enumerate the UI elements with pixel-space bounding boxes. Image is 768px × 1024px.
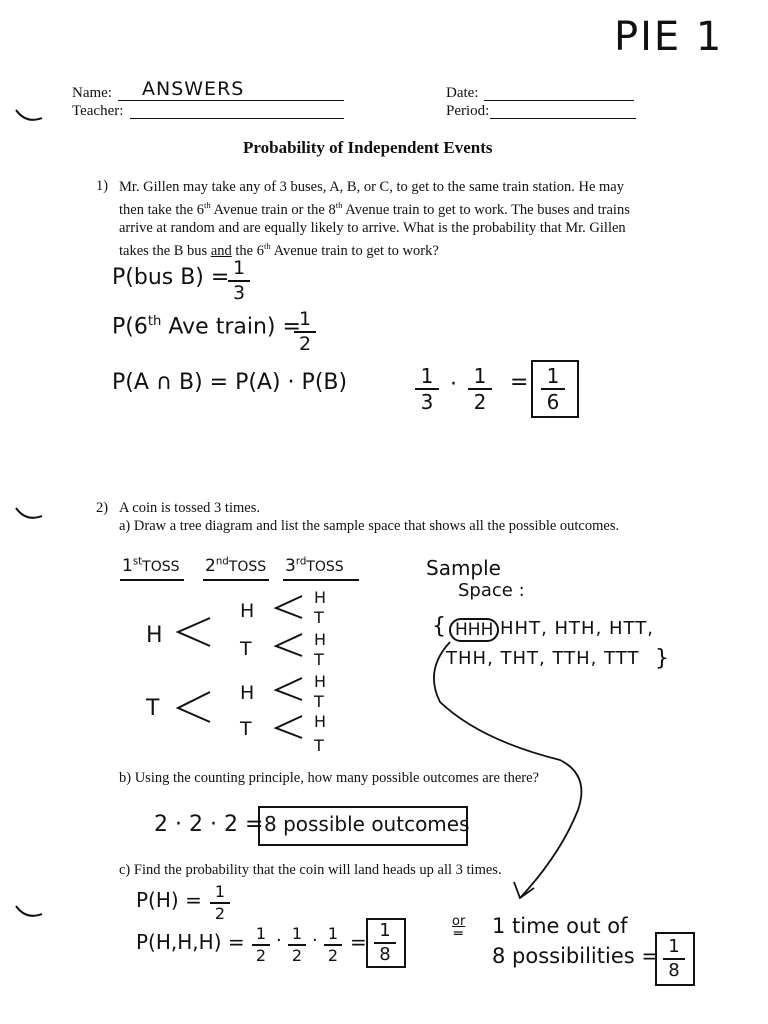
tree-branch-ht	[276, 634, 302, 656]
sample-space-label-line2: Space :	[458, 580, 525, 601]
toss2-heading: 2ndTOSS	[205, 556, 267, 576]
tree-branch-h	[178, 618, 210, 646]
p-train-label: P(6th Ave train) =	[112, 314, 301, 340]
p-h-num: 1	[214, 882, 226, 901]
sample-open-brace: {	[432, 614, 446, 639]
p-bus-label: P(bus B) =	[112, 265, 230, 290]
tree-l3-3: T	[314, 650, 324, 669]
calc-b-den: 2	[473, 390, 487, 414]
calc-b-num: 1	[473, 364, 487, 388]
teacher-label: Teacher:	[72, 103, 124, 119]
tree-root-t: T	[146, 696, 160, 721]
counting-answer: 8 possible outcomes	[264, 812, 470, 836]
p-train-num: 1	[298, 308, 312, 330]
p-hhh-answer-den: 8	[379, 944, 391, 965]
tree-branch-t	[178, 692, 210, 722]
p-and-formula: P(A ∩ B) = P(A) · P(B)	[112, 370, 348, 395]
tree-branch-tt	[276, 716, 302, 738]
alt-answer-den: 8	[668, 960, 680, 981]
q1-text-line3: arrive at random and are equally likely to arrive. What is the probability that Mr. Gillen	[119, 219, 626, 236]
toss3-heading: 3rdTOSS	[285, 556, 344, 576]
p-h-label: P(H) =	[136, 888, 202, 912]
q1-answer-den: 6	[546, 390, 560, 414]
tree-root-h: H	[146, 623, 163, 648]
p-hhh-f2-num: 1	[291, 924, 303, 943]
date-line	[484, 100, 634, 101]
tree-l2-1: T	[240, 638, 252, 660]
sample-row1-rest: HHT, HTH, HTT,	[500, 618, 654, 639]
q2-part-c: c) Find the probability that the coin will land heads up all 3 times.	[119, 862, 502, 878]
q1-text-line1: Mr. Gillen may take any of 3 buses, A, B, or C, to get to the same train station. He may	[119, 179, 624, 195]
p-hhh-fraction-1	[252, 926, 270, 964]
p-train-den: 2	[298, 333, 312, 355]
q2-part-b: b) Using the counting principle, how many possible outcomes are there?	[119, 770, 539, 786]
p-h-den: 2	[214, 904, 226, 923]
calc-a-den: 3	[420, 390, 434, 414]
tree-l3-4: H	[314, 672, 327, 691]
period-label: Period:	[446, 103, 490, 119]
tree-l3-0: H	[314, 588, 327, 607]
p-hhh-dot-1: ·	[276, 930, 282, 951]
tree-l3-7: T	[314, 736, 324, 755]
tree-l3-2: H	[314, 630, 327, 649]
alt-answer-line1: 1 time out of	[492, 914, 628, 938]
calc-a-num: 1	[420, 364, 434, 388]
q2-part-a: a) Draw a tree diagram and list the sample space that shows all the possible outcomes.	[119, 518, 620, 534]
q1-text	[119, 178, 630, 260]
name-label: Name:	[72, 85, 112, 101]
sample-space-label-line1: Sample	[426, 556, 501, 580]
p-hhh-f3-num: 1	[327, 924, 339, 943]
tree-l2-2: H	[240, 682, 255, 704]
sample-row2: THH, THT, TTH, TTT	[446, 648, 640, 669]
counting-expression: 2 · 2 · 2 =	[154, 812, 264, 837]
p-hhh-f3-den: 2	[327, 946, 339, 965]
p-bus-fraction	[228, 259, 250, 303]
p-bus-den: 3	[232, 282, 246, 304]
p-h-fraction	[210, 884, 230, 922]
punch-mark-bottom	[16, 906, 42, 916]
calc-fraction-b	[468, 366, 492, 412]
sample-first-outcome: HHH	[449, 618, 499, 642]
name-value: ANSWERS	[142, 78, 245, 100]
q1-answer-fraction	[541, 366, 565, 412]
or-eq-bars: ═	[454, 926, 463, 942]
calc-dot: ·	[450, 372, 457, 397]
p-hhh-fraction-2	[288, 926, 306, 964]
p-hhh-f1-den: 2	[255, 946, 267, 965]
p-hhh-label: P(H,H,H) =	[136, 930, 245, 954]
tree-l3-1: T	[314, 608, 324, 627]
p-bus-num: 1	[232, 257, 246, 279]
page-title: Probability of Independent Events	[243, 138, 493, 157]
name-line	[118, 100, 344, 101]
sample-close-brace: }	[655, 646, 669, 671]
calc-equals: =	[510, 370, 529, 395]
period-line	[490, 118, 636, 119]
tree-branch-hh	[276, 596, 302, 618]
q1-text-line4: takes the B bus and the 6th Avenue train to get to work?	[119, 240, 439, 259]
p-hhh-f1-num: 1	[255, 924, 267, 943]
punch-hole-marks	[0, 0, 60, 1024]
date-label: Date:	[446, 85, 479, 101]
alt-answer-fraction	[663, 938, 685, 980]
punch-mark-top	[16, 110, 42, 120]
p-hhh-dot-2: ·	[312, 930, 318, 951]
q1-number: 1)	[96, 178, 109, 194]
p-hhh-f2-den: 2	[291, 946, 303, 965]
p-hhh-answer-fraction	[374, 922, 396, 964]
q2-number: 2)	[96, 500, 109, 516]
teacher-line	[130, 118, 344, 119]
p-hhh-fraction-3	[324, 926, 342, 964]
or-label: or	[452, 914, 466, 929]
p-hhh-answer-num: 1	[379, 920, 391, 941]
punch-mark-middle	[16, 508, 42, 518]
page-label: PIE 1	[614, 14, 724, 60]
alt-answer-line2: 8 possibilities =	[492, 944, 659, 968]
tree-l2-0: H	[240, 600, 255, 622]
q1-text-line2: then take the 6th Avenue train or the 8th Avenue train to get to work. The buses and trains	[119, 200, 630, 218]
p-train-fraction	[294, 310, 316, 354]
toss1-heading: 1stTOSS	[122, 556, 180, 576]
q1-answer-num: 1	[546, 364, 560, 388]
q2-text: A coin is tossed 3 times.	[119, 500, 260, 516]
tree-branch-th	[276, 678, 302, 700]
tree-l3-6: H	[314, 712, 327, 731]
alt-answer-num: 1	[668, 936, 680, 957]
p-hhh-equals: =	[350, 930, 367, 954]
tree-l3-5: T	[314, 692, 324, 711]
calc-fraction-a	[415, 366, 439, 412]
tree-l2-3: T	[240, 718, 252, 740]
